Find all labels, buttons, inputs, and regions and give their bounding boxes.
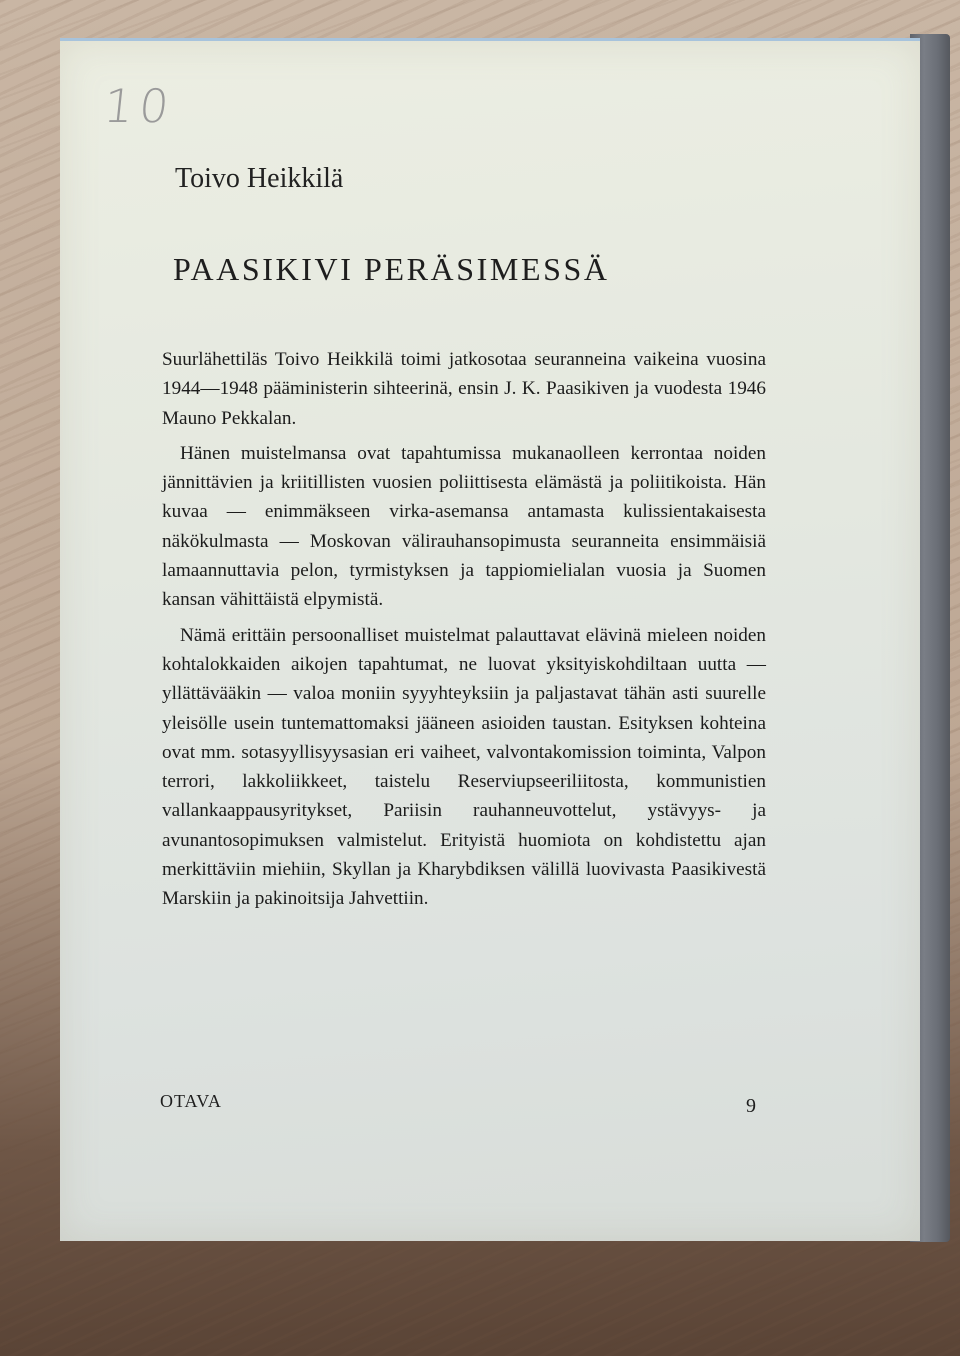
book-title: PAASIKIVI PERÄSIMESSÄ (173, 251, 610, 287)
blurb-paragraph: Nämä erittäin persoonalliset muistelmat palauttavat elävinä mieleen noiden kohtalokkaiden aikojen tapahtumat, ne luovat yksityiskohdiltaan uutta — yllättävääkin — valoa moniin syyyhteyksiin ja paljastavat tähän asti suurelle yleisölle usein tuntemattomaksi jääneen asioiden taustan. Esityksen kohteina ovat mm. sotasyyllisyysasian eri vaiheet, valvontakomission toiminta, Valpon terrori, lakkoliikkeet, taistelu Reserviupseeriliitosta, kommunistien vallankaappausyritykset, Pariisin rauhanneuvottelut, ystävyys- ja avunantosopimuksen valmistelut. Erityistä huomiota on kohdistettu ajan merkittäviin miehiin, Skyllan ja Kharybdiksen välillä luovivasta Paasikivestä Marskiin ja pakinoitsija Jahvettiin. (162, 624, 766, 910)
blurb-paragraph: Suurlähettiläs Toivo Heikkilä toimi jatkosotaa seuranneina vaikeina vuosina 1944—1948 pääministerin sihteerinä, ensin J. K. Paasikiven ja vuodesta 1946 Mauno Pekkalan. (162, 349, 766, 429)
back-cover (60, 38, 920, 1241)
publisher-name: OTAVA (160, 1091, 222, 1111)
handwritten-mark: 10 (101, 79, 178, 133)
blurb (162, 345, 766, 920)
author-name: Toivo Heikkilä (175, 163, 344, 194)
book (60, 34, 950, 1242)
blurb-paragraph: Hänen muistelmansa ovat tapahtumissa mukanaolleen kerrontaa noiden jännittävien ja kriitillisten vuosien poliittisesta elämästä ja poliitikoista. Hän kuvaa — enimmäkseen virka-asemansa antamasta kulissientakaisesta näkökulmasta — Moskovan välirauhansopimusta seuranneita ensimmäisiä lamaannuttavia pelon, tyrmistyksen ja tappiomielialan vuosia ja Suomen kansan vähittäistä elpymistä. (162, 442, 766, 611)
price-code: 9 (746, 1095, 756, 1117)
